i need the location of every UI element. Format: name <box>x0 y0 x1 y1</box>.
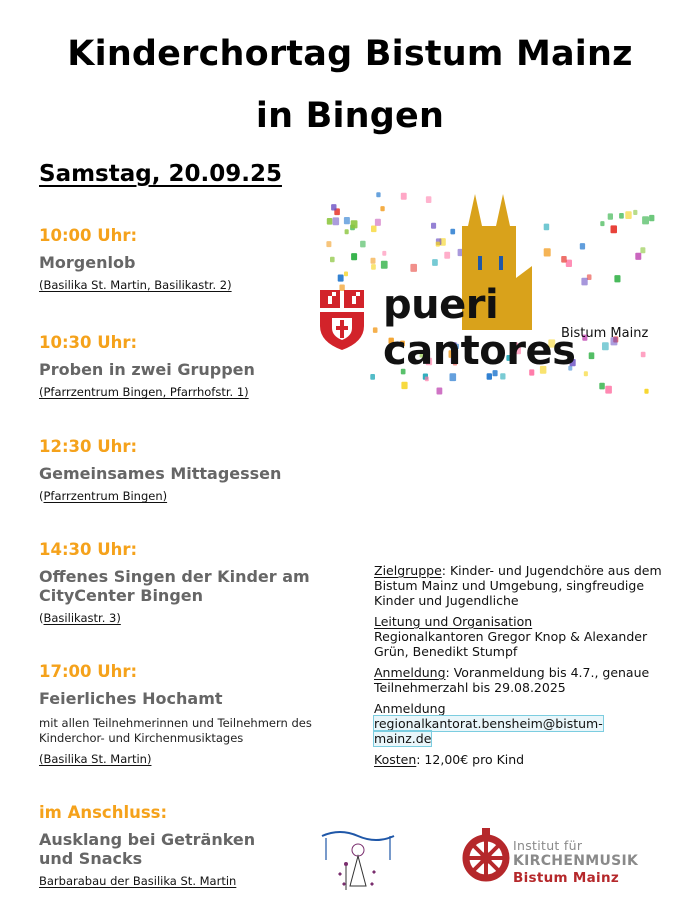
confetti-dot <box>330 257 335 263</box>
confetti-dot <box>580 243 585 249</box>
page-title: Kinderchortag Bistum Mainz <box>67 34 633 74</box>
confetti-dot <box>605 386 612 394</box>
confetti-dot <box>373 327 378 333</box>
info-kosten: Kosten: 12,00€ pro Kind <box>374 752 525 767</box>
confetti-dot <box>642 216 649 224</box>
kirchenmusik-wheel-icon <box>456 826 512 886</box>
schedule-time: 10:30 Uhr: <box>39 333 138 352</box>
confetti-dot <box>375 219 381 226</box>
confetti-dot <box>619 213 624 219</box>
confetti-dot <box>351 220 358 228</box>
confetti-dot <box>425 377 429 382</box>
confetti-dot <box>382 251 386 256</box>
confetti-dot <box>635 253 641 260</box>
confetti-dot <box>450 229 455 235</box>
confetti-dot <box>644 389 648 394</box>
logo-wordmark: pueri cantores <box>383 282 576 374</box>
schedule-item <box>39 226 339 293</box>
confetti-dot <box>599 383 605 390</box>
confetti-dot <box>401 382 407 389</box>
confetti-dot <box>370 374 375 380</box>
confetti-dot <box>339 285 344 292</box>
schedule-item <box>39 662 334 767</box>
confetti-dot <box>344 217 350 224</box>
schedule-title: Ausklang bei Getränken und Snacks <box>39 830 256 868</box>
confetti-dot <box>344 272 348 277</box>
confetti-dot <box>380 206 384 211</box>
confetti-dot <box>371 264 376 270</box>
institut-label: Institut für <box>513 838 583 853</box>
schedule-item <box>39 540 329 626</box>
schedule-title: Proben in zwei Gruppen <box>39 360 255 379</box>
confetti-dot <box>561 256 567 263</box>
institut-diocese: Bistum Mainz <box>513 870 620 886</box>
confetti-dot <box>544 224 550 231</box>
confetti-dot <box>338 275 344 282</box>
confetti-dot <box>333 217 340 225</box>
info-anmeldung: Anmeldung: Voranmeldung bis 4.7., genaue Teilnehmerzahl bis 29.08.2025 <box>374 665 650 695</box>
confetti-dot <box>608 213 613 219</box>
schedule-title: Gemeinsames Mittagessen <box>39 464 282 483</box>
info-leitung: Leitung und Organisation Regionalkantoren Gregor Knop & Alexander Grün, Benedikt Stumpf <box>374 614 648 659</box>
confetti-dot <box>376 192 380 197</box>
schedule-time: 17:00 Uhr: <box>39 662 138 681</box>
confetti-dot <box>426 196 432 203</box>
email-link-continued[interactable]: mainz.de <box>374 731 432 746</box>
confetti-dot <box>566 260 572 267</box>
confetti-dot <box>436 242 440 247</box>
info-section <box>374 563 674 773</box>
logo-subtitle: Bistum Mainz <box>561 326 649 341</box>
institut-name: KIRCHENMUSIK <box>513 853 639 869</box>
confetti-dot <box>351 253 357 260</box>
page-subtitle: in Bingen <box>255 96 445 136</box>
confetti-dot <box>331 204 336 210</box>
schedule-time: 14:30 Uhr: <box>39 540 138 559</box>
shield-icon <box>320 290 364 350</box>
confetti-dot <box>437 388 443 395</box>
confetti-dot <box>432 259 438 266</box>
confetti-dot <box>327 218 333 225</box>
confetti-dot <box>371 226 377 233</box>
schedule-location: (Basilika St. Martin) <box>39 752 152 766</box>
schedule-title: Morgenlob <box>39 253 136 272</box>
confetti-dot <box>371 258 376 264</box>
bistum-emblem-icon <box>318 826 398 896</box>
confetti-dot <box>649 215 654 221</box>
schedule-location: (Pfarrzentrum Bingen, Pfarrhofstr. 1) <box>39 385 249 399</box>
confetti-dot <box>360 241 366 248</box>
confetti-dot <box>431 223 436 229</box>
email-link[interactable]: regionalkantorat.bensheim@bistum- <box>374 716 603 731</box>
schedule-description: mit allen Teilnehmerinnen und Teilnehmern des Kinderchor- und Kirchenmusiktages <box>39 716 312 745</box>
confetti-dot <box>444 252 450 259</box>
confetti-dot <box>633 210 637 215</box>
schedule-location: (Basilikastr. 3) <box>39 611 121 625</box>
info-anmeldung-contact: Anmeldung regionalkantorat.bensheim@bistum- mainz.de <box>374 701 603 746</box>
schedule-time: im Anschluss: <box>39 803 168 822</box>
confetti-dot <box>625 211 631 219</box>
confetti-dot <box>450 373 457 381</box>
schedule-time: 12:30 Uhr: <box>39 437 138 456</box>
schedule-item <box>39 437 339 504</box>
schedule-item <box>39 333 339 400</box>
schedule-title: Offenes Singen der Kinder am CityCenter Bingen <box>39 567 310 605</box>
schedule-title: Feierliches Hochamt <box>39 689 223 708</box>
schedule-item <box>39 803 279 889</box>
info-zielgruppe: Zielgruppe: Kinder- und Jugendchöre aus dem Bistum Mainz und Umgebung, singfreudige Kinder und Jugendliche <box>374 563 662 608</box>
confetti-dot <box>600 221 604 226</box>
confetti-dot <box>410 264 417 272</box>
confetti-dot <box>381 261 388 269</box>
confetti-dot <box>401 193 407 200</box>
confetti-dot <box>640 247 645 253</box>
confetti-dot <box>544 248 551 256</box>
confetti-dot <box>487 373 492 380</box>
confetti-dot <box>500 373 505 379</box>
confetti-dot <box>611 225 618 233</box>
confetti-dot <box>326 241 331 247</box>
confetti-dot <box>345 229 349 234</box>
schedule-location: (Pfarrzentrum Bingen) <box>39 489 168 503</box>
event-date: Samstag, 20.09.25 <box>39 161 282 187</box>
schedule-location: Barbarabau der Basilika St. Martin <box>39 874 237 888</box>
schedule-location: (Basilika St. Martin, Basilikastr. 2) <box>39 278 232 292</box>
schedule-time: 10:00 Uhr: <box>39 226 138 245</box>
